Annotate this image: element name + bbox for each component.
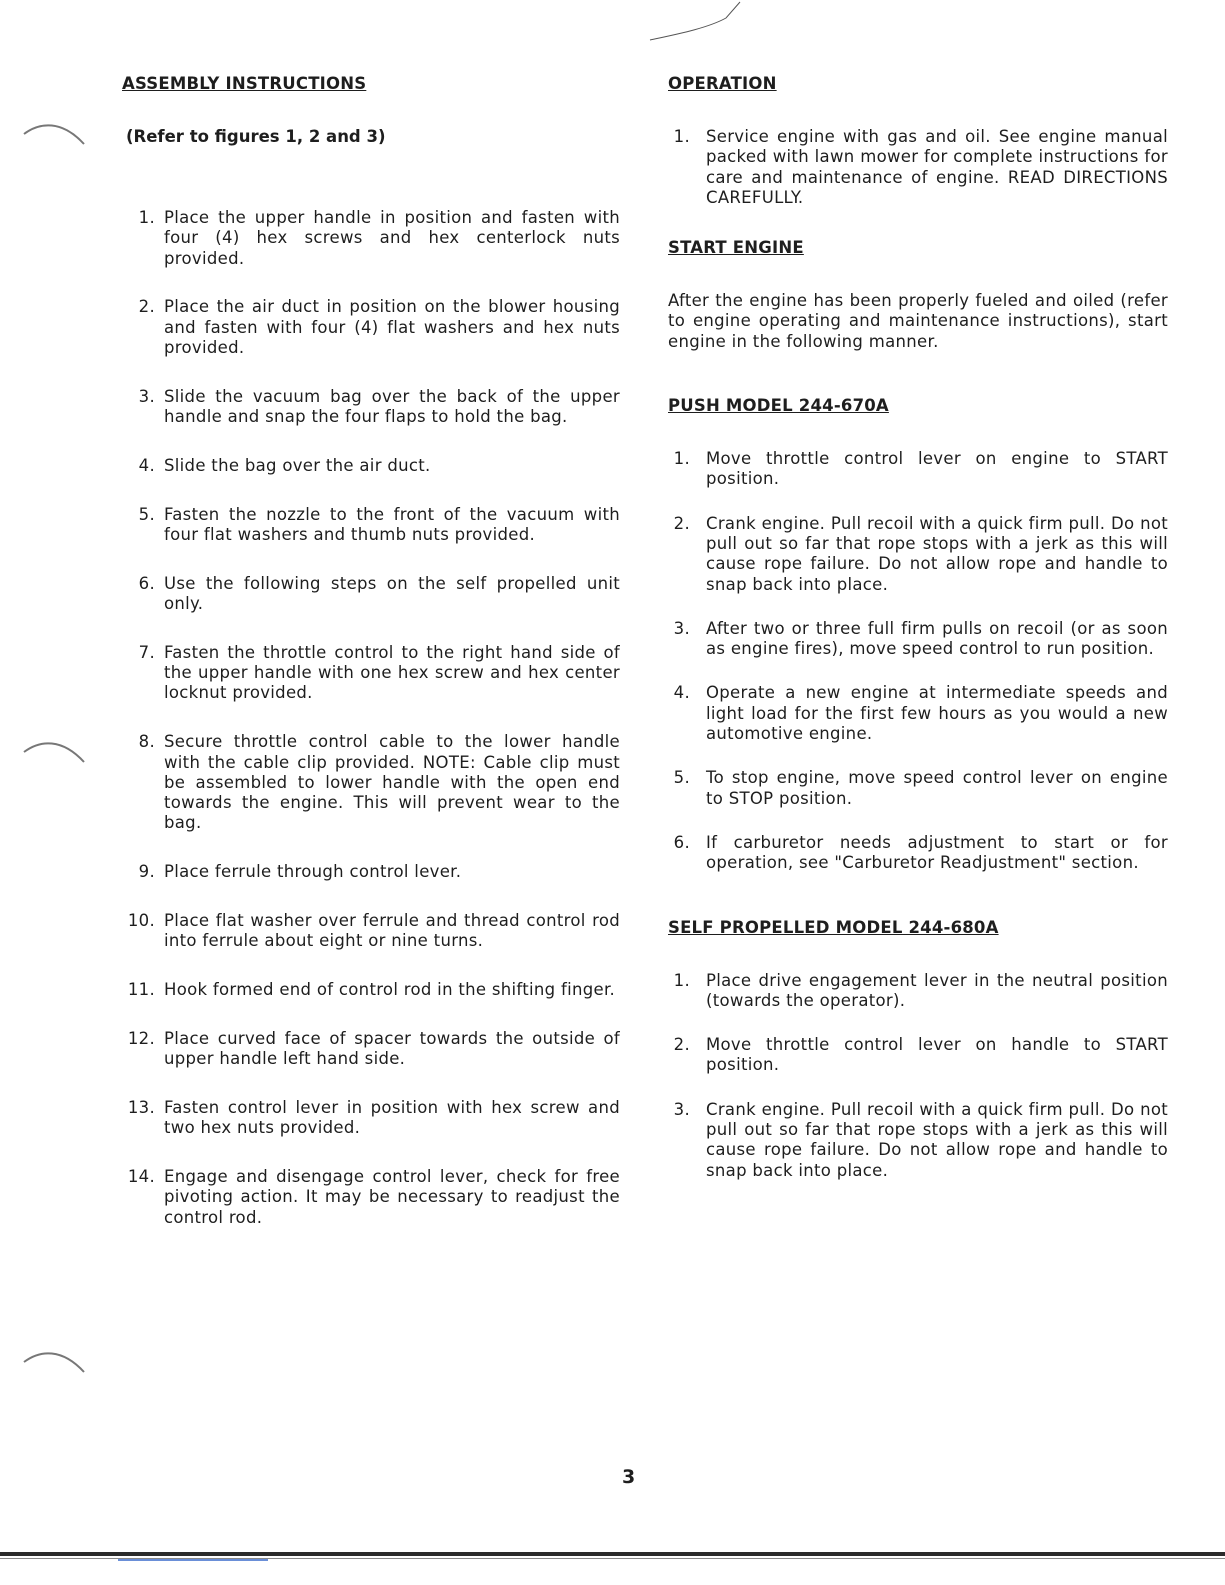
operation-steps [668,127,1168,208]
start-engine-title: START ENGINE [668,238,804,258]
step-text: Place the upper handle in position and fasten with four (4) hex screws and hex centerlock nuts provided. [164,208,620,268]
list-item [122,387,620,428]
step-number: 6. [138,573,155,593]
list-item [122,208,620,269]
step-text: Slide the vacuum bag over the back of the upper handle and snap the four flaps to hold the bag. [164,386,620,427]
step-text: Move throttle control lever on handle to START position. [706,1035,1168,1075]
self-propelled-steps [668,971,1168,1181]
binder-mark-1 [22,112,92,162]
list-item [122,297,620,358]
operation-column [668,74,1168,1205]
step-text: Place flat washer over ferrule and thread control rod into ferrule about eight or nine turns. [164,911,620,951]
list-item [668,1035,1168,1076]
list-item [122,643,620,704]
step-number: 3. [138,386,155,406]
step-number: 2. [673,513,690,533]
step-number: 1. [138,208,155,227]
list-item [668,449,1168,490]
assembly-section [122,74,620,1257]
step-text: To stop engine, move speed control lever on engine to STOP position. [706,768,1168,808]
page-number: 3 [622,1466,636,1488]
self-propelled-title: SELF PROPELLED MODEL 244-680A [668,917,999,937]
step-number: 12. [127,1028,155,1048]
list-item [122,732,620,833]
footer-rule [0,1552,1225,1556]
step-number: 13. [127,1098,155,1118]
list-item [668,971,1168,1012]
step-text: Place curved face of spacer towards the outside of upper handle left hand side. [164,1028,620,1069]
footer-blue-mark [118,1559,268,1561]
assembly-title: ASSEMBLY INSTRUCTIONS [122,74,367,93]
step-number: 5. [138,504,155,524]
list-item [122,980,620,1000]
start-engine-text: After the engine has been properly fueled and oiled (refer to engine operating and maintenance instructions), start engine in the following manner. [668,291,1168,351]
list-item [668,768,1168,809]
step-number: 9. [138,862,155,882]
push-model-steps [668,449,1168,873]
assembly-subtitle: (Refer to figures 1, 2 and 3) [126,127,386,146]
step-number: 4. [138,455,155,475]
list-item [668,127,1168,208]
step-text: Fasten control lever in position with hex screw and two hex nuts provided. [164,1098,620,1138]
self-propelled-section [668,918,1168,1181]
step-number: 14. [127,1167,155,1187]
step-number: 8. [138,732,155,752]
operation-title: OPERATION [668,74,777,93]
list-item [668,514,1168,595]
step-text: After two or three full firm pulls on recoil (or as soon as engine fires), move speed control to run position. [706,618,1168,659]
step-text: Move throttle control lever on engine to START position. [706,449,1168,489]
list-item [122,1029,620,1070]
step-text: Place ferrule through control lever. [164,862,462,882]
binder-mark-3 [22,1340,92,1390]
list-item [668,619,1168,660]
step-number: 2. [138,297,155,317]
step-text: Crank engine. Pull recoil with a quick firm pull. Do not pull out so far that rope stops with a jerk as this will cause rope failure. Do not allow rope and handle to snap back into place. [706,1099,1168,1180]
list-item [122,456,620,476]
step-text: Engage and disengage control lever, check for free pivoting action. It may be necessary to readjust the control rod. [164,1167,620,1227]
binder-mark-2 [22,730,92,780]
step-number: 7. [138,642,155,662]
step-text: Place drive engagement lever in the neutral position (towards the operator). [706,970,1168,1010]
step-text: Hook formed end of control rod in the shifting finger. [164,980,616,1000]
push-model-title: PUSH MODEL 244-670A [668,396,889,416]
step-text: Operate a new engine at intermediate speeds and light load for the first few hours as you would a new automotive engine. [706,683,1168,744]
step-text: Slide the bag over the air duct. [164,455,431,475]
step-number: 3. [673,1099,690,1119]
step-number: 11. [127,980,155,1000]
scan-mark-top [648,0,748,45]
step-number: 4. [673,683,690,703]
step-text: If carburetor needs adjustment to start or for operation, see "Carburetor Readjustment" section. [706,832,1168,873]
list-item [122,1098,620,1139]
step-number: 1. [673,970,690,990]
list-item [668,1100,1168,1181]
step-text: Service engine with gas and oil. See engine manual packed with lawn mower for complete instructions for care and maintenance of engine. READ DIRECTIONS CAREFULLY. [706,127,1168,207]
step-number: 1. [673,449,690,469]
list-item [668,833,1168,874]
step-text: Place the air duct in position on the blower housing and fasten with four (4) flat washers and hex nuts provided. [164,297,620,357]
step-number: 6. [673,832,690,852]
list-item [122,911,620,952]
step-text: Fasten the nozzle to the front of the vacuum with four flat washers and thumb nuts provided. [164,504,620,544]
list-item [122,1167,620,1228]
step-text: Use the following steps on the self propelled unit only. [164,573,620,614]
operation-section [668,74,1168,208]
step-text: Crank engine. Pull recoil with a quick firm pull. Do not pull out so far that rope stops with a jerk as this will cause rope failure. Do not allow rope and handle to snap back into place. [706,513,1168,594]
push-model-section [668,396,1168,873]
step-number: 10. [127,911,155,931]
list-item [122,505,620,546]
step-number: 2. [673,1035,690,1055]
step-number: 5. [673,768,690,788]
step-text: Secure throttle control cable to the lower handle with the cable clip provided. NOTE: Cable clip must be assembled to lower handle with the open end towards the engine. This will prevent wear to the bag. [164,732,620,833]
list-item [122,574,620,615]
step-number: 1. [673,127,690,146]
start-engine-section [668,238,1168,352]
list-item [668,683,1168,744]
step-number: 3. [673,618,690,638]
assembly-steps [122,208,620,1228]
list-item [122,862,620,882]
step-text: Fasten the throttle control to the right hand side of the upper handle with one hex screw and hex center locknut provided. [164,642,620,703]
